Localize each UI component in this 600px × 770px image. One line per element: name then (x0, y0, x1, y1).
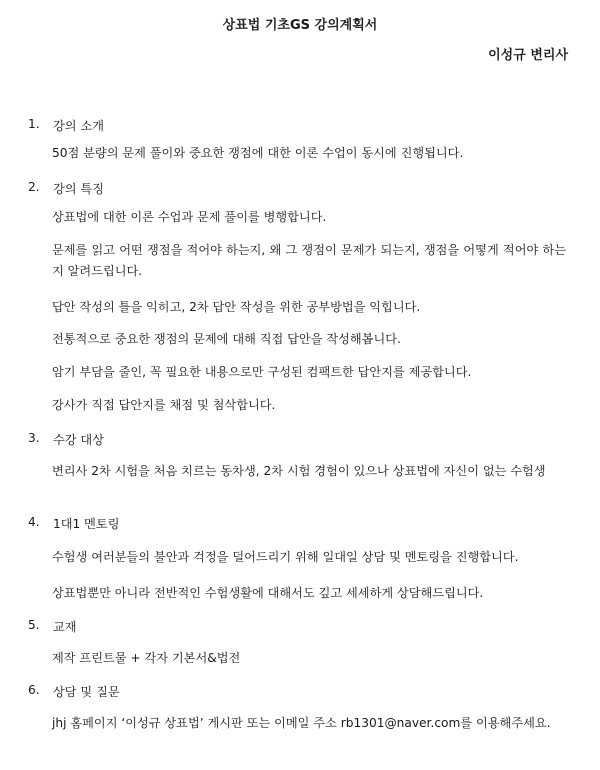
section-heading (28, 117, 104, 134)
section-title: 수강 대상 (53, 433, 104, 447)
section-number: 4. (28, 515, 40, 529)
section-heading (28, 618, 77, 635)
section-paragraph: 50점 분량의 문제 풀이와 중요한 쟁점에 대한 이론 수업이 동시에 진행됩니다. (52, 146, 464, 160)
section-heading (28, 683, 120, 700)
section-title: 강의 소개 (53, 119, 104, 133)
section-title: 1대1 멘토링 (53, 517, 120, 531)
section-paragraph: 상표법에 대한 이론 수업과 문제 풀이를 병행합니다. (52, 210, 327, 224)
section-number: 5. (28, 618, 40, 632)
section-number: 1. (28, 117, 40, 131)
section-title: 강의 특징 (53, 182, 104, 196)
section-paragraph: jhj 홈페이지 ‘이성규 상표법’ 게시판 또는 이메일 주소 rb1301@naver.com를 이용해주세요. (52, 716, 551, 730)
section-paragraph: 암기 부담을 줄인, 꼭 필요한 내용으로만 구성된 컴팩트한 답안지를 제공합니다. (52, 365, 472, 379)
section-paragraph: 변리사 2차 시험을 처음 치르는 동차생, 2차 시험 경험이 있으나 상표법에 자신이 없는 수험생 (52, 464, 546, 478)
section-heading (28, 431, 104, 448)
section-paragraph: 제작 프린트물 + 각자 기본서&법전 (52, 651, 241, 665)
section-number: 3. (28, 431, 40, 445)
section-paragraph: 상표법뿐만 아니라 전반적인 수험생활에 대해서도 깊고 세세하게 상담해드립니다. (52, 586, 484, 600)
section-number: 6. (28, 683, 40, 697)
section-number: 2. (28, 180, 40, 194)
section-paragraph: 답안 작성의 틀을 익히고, 2차 답안 작성을 위한 공부방법을 익힙니다. (52, 300, 421, 314)
section-title: 상담 및 질문 (53, 685, 120, 699)
section-paragraph: 수험생 여러분들의 불안과 걱정을 덜어드리기 위해 일대일 상담 및 멘토링을 진행합니다. (52, 550, 519, 564)
document-title: 상표법 기초GS 강의계획서 (222, 18, 378, 33)
section-heading (28, 180, 104, 197)
section-paragraph: 문제를 읽고 어떤 쟁점을 적어야 하는지, 왜 그 쟁점이 문제가 되는지, 쟁점을 어떻게 적어야 하는지 알려드립니다. (52, 243, 566, 278)
section-paragraph: 강사가 직접 답안지를 채점 및 첨삭합니다. (52, 398, 276, 412)
section-title: 교재 (53, 620, 77, 634)
section-heading (28, 515, 119, 532)
section-paragraph: 전통적으로 중요한 쟁점의 문제에 대해 직접 답안을 작성해봅니다. (52, 332, 401, 346)
author-name: 이성규 변리사 (488, 48, 568, 63)
